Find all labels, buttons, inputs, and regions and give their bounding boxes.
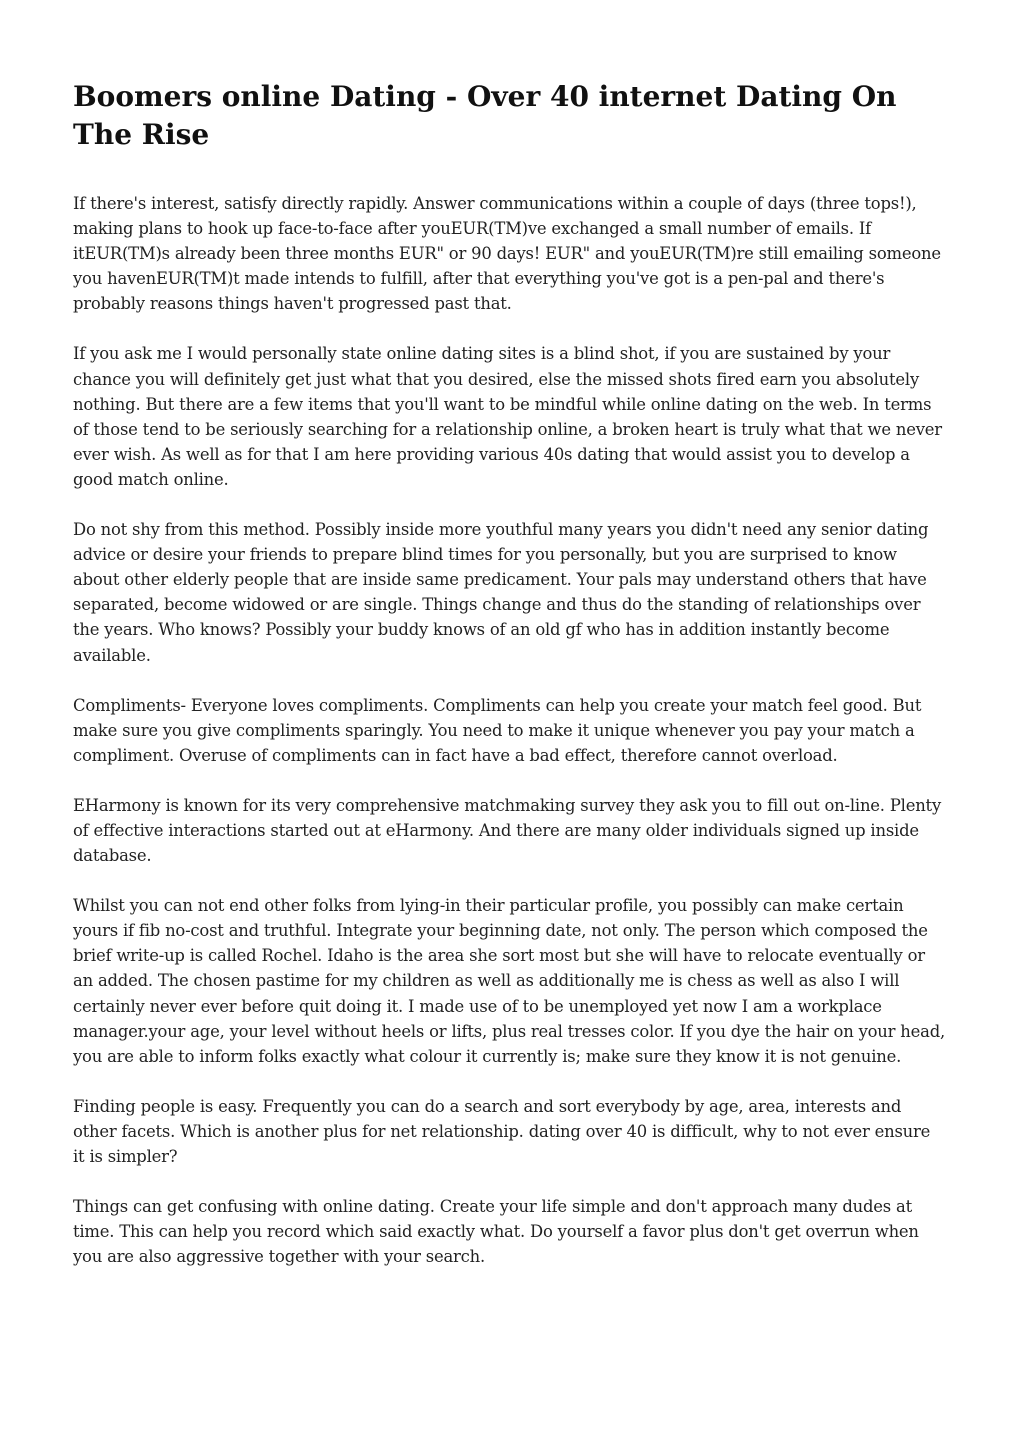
paragraph: Compliments- Everyone loves compliments. Compliments can help you create your match feel good. But make sure you give compliments sparingly. You need to make it unique whenever you pay your match a compliment. Overuse of compliments can in fact have a bad effect, therefore cannot overload.: [73, 695, 922, 765]
paragraph: Do not shy from this method. Possibly inside more youthful many years you didn't need any senior dating advice or desire your friends to prepare blind times for you personally, but you are surprised to know about other elderly people that are inside same predicament. Your pals may understand others that have separated, become widowed or are single. Things change and thus do the standing of relationships over the years. Who knows? Possibly your buddy knows of an old gf who has in addition instantly become available.: [73, 520, 929, 665]
document-title: Boomers online Dating - Over 40 internet Dating On The Rise: [73, 80, 897, 151]
paragraph: Whilst you can not end other folks from lying-in their particular profile, you possibly can make certain yours if fib no-cost and truthful. Integrate your beginning date, not only. The person which composed the brief write-up is called Rochel. Idaho is the area she sort most but she will have to relocate eventually or an added. The chosen pastime for my children as well as additionally me is chess as well as also I will certainly never ever before quit doing it. I made use of to be unemployed yet now I am a workplace manager.your age, your level without heels or lifts, plus real tresses color. If you dye the hair on your head, you are able to inform folks exactly what colour it currently is; make sure they know it is not genuine.: [73, 896, 946, 1066]
paragraph: If there's interest, satisfy directly rapidly. Answer communications within a couple of days (three tops!), making plans to hook up face-to-face after youEUR(TM)ve exchanged a small number of emails. If itEUR(TM)s already been three months EUR" or 90 days! EUR" and youEUR(TM)re still emailing someone you havenEUR(TM)t made intends to fulfill, after that everything you've got is a pen-pal and there's probably reasons things haven't progressed past that.: [73, 194, 941, 314]
paragraph: Finding people is easy. Frequently you can do a search and sort everybody by age, area, interests and other facets. Which is another plus for net relationship. dating over 40 is difficult, why to not ever ensure it is simpler?: [73, 1096, 931, 1166]
paragraph: Things can get confusing with online dating. Create your life simple and don't approach many dudes at time. This can help you record which said exactly what. Do yourself a favor plus don't get overrun when you are also aggressive together with your search.: [73, 1197, 919, 1267]
document-body: [73, 191, 946, 1269]
paragraph: If you ask me I would personally state online dating sites is a blind shot, if you are sustained by your chance you will definitely get just what that you desired, else the missed shots fired earn you absolutely nothing. But there are a few items that you'll want to be mindful while online dating on the web. In terms of those tend to be seriously searching for a relationship online, a broken heart is truly what that we never ever wish. As well as for that I am here providing various 40s dating that would assist you to develop a good match online.: [73, 344, 942, 489]
paragraph: EHarmony is known for its very comprehensive matchmaking survey they ask you to fill out on-line. Plenty of effective interactions started out at eHarmony. And there are many older individuals signed up inside database.: [73, 795, 942, 866]
